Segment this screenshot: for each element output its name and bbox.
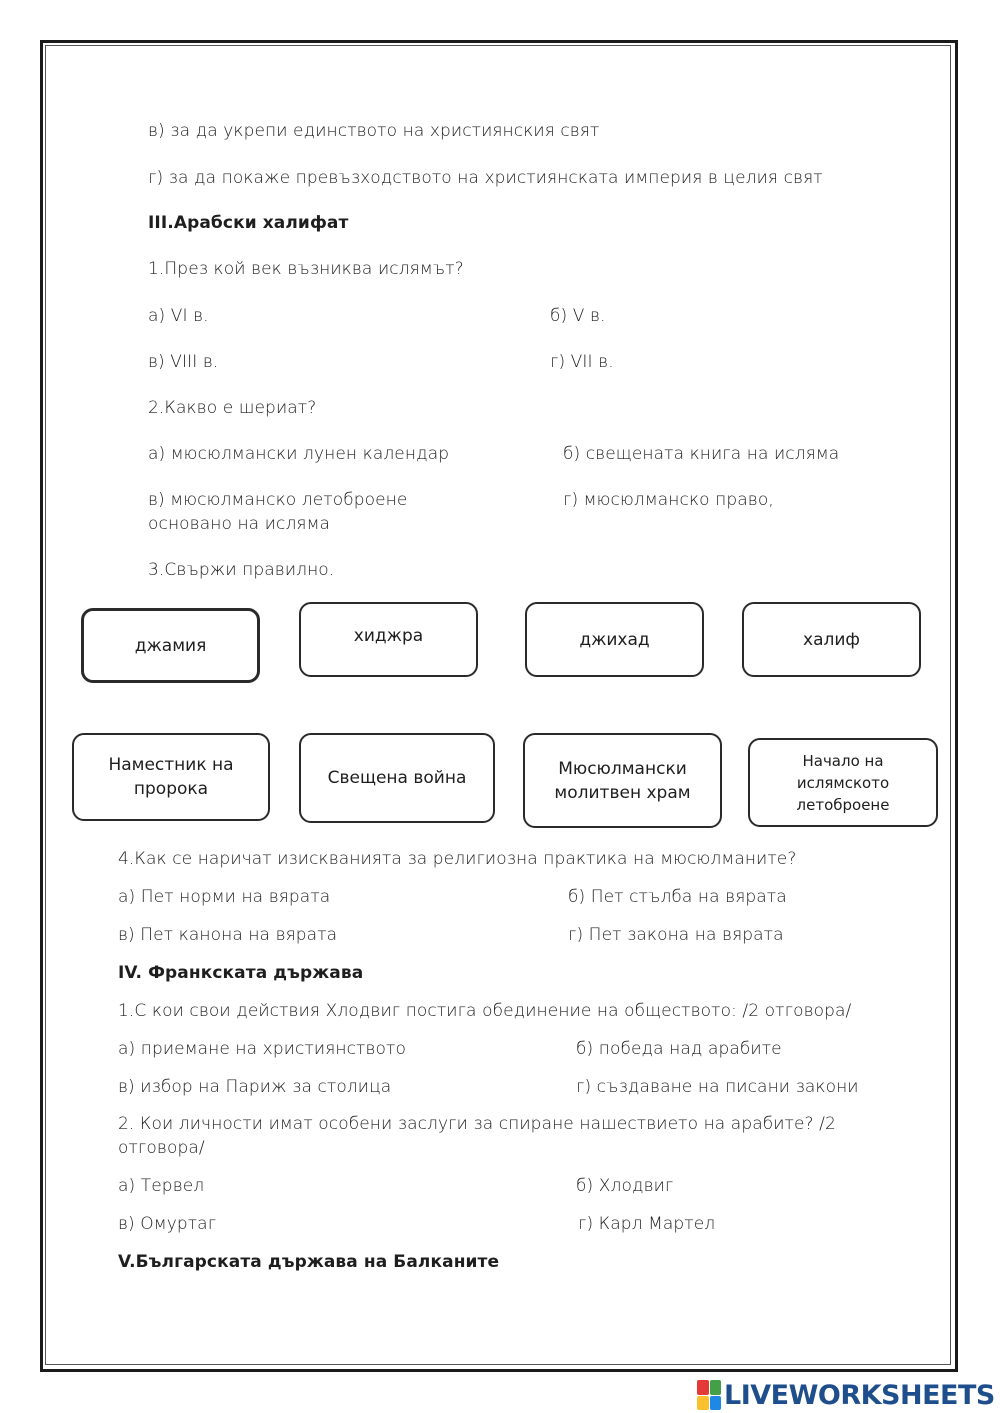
liveworksheets-logo[interactable] bbox=[697, 1378, 995, 1412]
question-line: отговора/ bbox=[118, 1138, 205, 1158]
answer-option-g[interactable]: г) мюсюлманско право, bbox=[563, 490, 774, 510]
match-term-box[interactable] bbox=[525, 602, 704, 677]
question-religious-practice: 4.Как се наричат изискванията за религиозна практика на мюсюлманите? bbox=[118, 849, 797, 869]
match-definition-box[interactable] bbox=[523, 733, 722, 828]
match-definition-line: Наместник на bbox=[108, 755, 234, 775]
match-term-label: халиф bbox=[803, 629, 860, 650]
question-match: 3.Свържи правилно. bbox=[148, 560, 335, 580]
match-term-label: джамия bbox=[134, 635, 207, 656]
answer-option-v[interactable]: в) VIII в. bbox=[148, 352, 219, 372]
match-definition-box[interactable] bbox=[72, 733, 270, 821]
match-definition-box[interactable] bbox=[748, 738, 938, 827]
answer-option-b[interactable]: б) V в. bbox=[550, 306, 606, 326]
match-term-label: джихад bbox=[579, 629, 650, 650]
match-term-box[interactable] bbox=[742, 602, 921, 677]
answer-option-b[interactable]: б) Хлодвиг bbox=[576, 1176, 674, 1196]
answer-option-g[interactable]: г) създаване на писани закони bbox=[576, 1077, 859, 1097]
answer-option-b[interactable]: б) Пет стълба на вярата bbox=[568, 887, 787, 907]
answer-option-g[interactable]: г) VII в. bbox=[550, 352, 614, 372]
match-definition-line: Свещена война bbox=[327, 768, 467, 788]
liveworksheets-mark-icon bbox=[697, 1380, 721, 1410]
answer-option-a[interactable]: а) Пет норми на вярата bbox=[118, 887, 331, 907]
logo-text: LIVEWORKSHEETS bbox=[724, 1379, 995, 1411]
match-term-box[interactable] bbox=[81, 608, 260, 683]
match-term-box[interactable] bbox=[299, 602, 478, 677]
match-definition-line: Начало на bbox=[802, 751, 884, 770]
match-definition-line: пророка bbox=[133, 779, 209, 799]
answer-option-v-line2: основано на исляма bbox=[148, 514, 331, 534]
logo-square bbox=[710, 1396, 722, 1411]
answer-option-a[interactable]: а) приемане на християнството bbox=[118, 1039, 406, 1059]
match-term-label: хиджра bbox=[353, 626, 424, 646]
match-definition-line: летоброене bbox=[796, 795, 890, 814]
logo-square bbox=[697, 1396, 709, 1411]
match-definition-line: Мюсюлмански bbox=[558, 758, 687, 779]
answer-option-v[interactable]: в) избор на Париж за столица bbox=[118, 1077, 392, 1097]
option-g-christian-empire: г) за да покаже превъзходството на християнската империя в целия свят bbox=[148, 168, 823, 188]
answer-option-b[interactable]: б) победа над арабите bbox=[576, 1039, 782, 1059]
question-sharia: 2.Какво е шериат? bbox=[148, 398, 317, 418]
question-clovis: 1.С кои свои действия Хлодвиг постига обединение на обществото: /2 отговора/ bbox=[118, 1001, 852, 1021]
answer-option-v[interactable] bbox=[148, 488, 407, 536]
answer-option-v[interactable]: в) Пет канона на вярата bbox=[118, 925, 338, 945]
match-definition-line: молитвен храм bbox=[554, 782, 691, 803]
answer-option-v-line1: в) мюсюлманско летоброене bbox=[148, 490, 408, 510]
match-definition-line: ислямското bbox=[796, 773, 890, 792]
answer-option-v[interactable]: в) Омуртаг bbox=[118, 1214, 217, 1234]
option-v-christian-unity: в) за да укрепи единството на християнския свят bbox=[148, 121, 600, 141]
answer-option-a[interactable]: а) Тервел bbox=[118, 1176, 205, 1196]
logo-square bbox=[710, 1380, 722, 1395]
page-inner-border bbox=[45, 45, 951, 1365]
answer-option-a[interactable]: а) мюсюлмански лунен календар bbox=[148, 444, 450, 464]
answer-option-b[interactable]: б) свещената книга на исляма bbox=[563, 444, 840, 464]
question-stopping-arabs bbox=[118, 1112, 836, 1160]
section-heading-frankish-state: IV. Франкската държава bbox=[118, 963, 364, 983]
answer-option-a[interactable]: а) VI в. bbox=[148, 306, 209, 326]
logo-square bbox=[697, 1380, 709, 1395]
question-line: 2. Кои личности имат особени заслуги за спиране нашествието на арабите? /2 bbox=[118, 1114, 836, 1134]
answer-option-g[interactable]: г) Пет закона на вярата bbox=[568, 925, 784, 945]
question-islam-century: 1.През кой век възниква ислямът? bbox=[148, 259, 464, 279]
answer-option-g[interactable]: г) Карл Мартел bbox=[578, 1214, 716, 1234]
match-definition-box[interactable] bbox=[299, 733, 495, 823]
section-heading-bulgarian-state: V.Българската държава на Балканите bbox=[118, 1252, 500, 1272]
section-heading-arab-caliphate: III.Арабски халифат bbox=[148, 213, 349, 233]
